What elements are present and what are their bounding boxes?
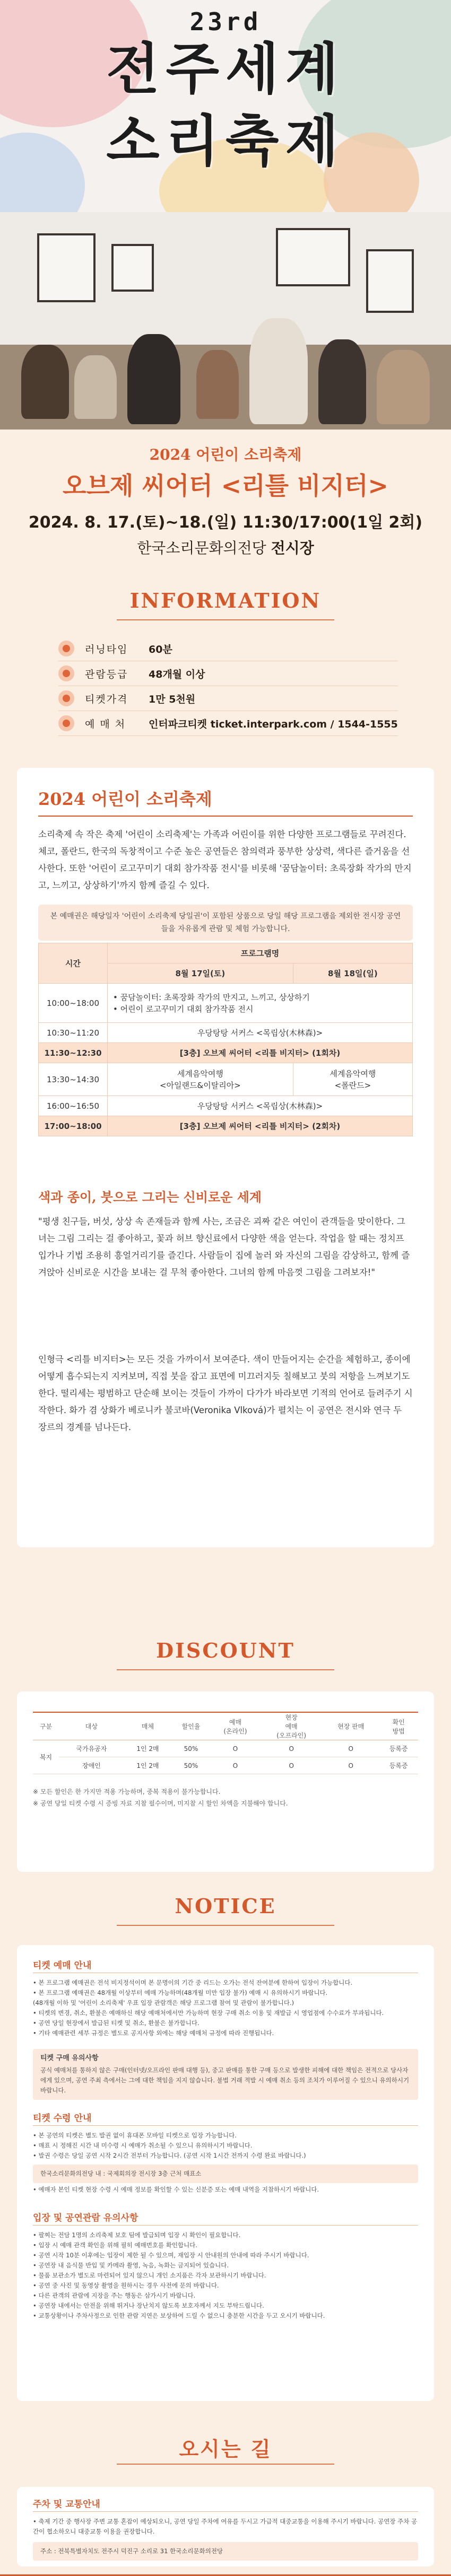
festival-title: 2024 어린이 소리축제 (38, 789, 212, 809)
schedule-table (38, 943, 413, 1136)
schedule-header-day1: 8월 17일(토) (108, 963, 293, 984)
info-value: 48개월 이상 (149, 668, 205, 680)
table-row: 17:00~18:00 [3층] 오브제 씨어터 <리틀 비지터> (2회차) (39, 1116, 413, 1136)
info-label: 러닝타임 (85, 643, 128, 655)
divider (117, 2464, 334, 2465)
information-heading: INFORMATION (129, 589, 322, 612)
schedule-header-day2: 8월 18일(일) (293, 963, 412, 984)
info-row-price (58, 686, 398, 711)
notice-section-title: 입장 및 공연관람 유의사항 (33, 2213, 138, 2223)
program-subtitle: 2024 어린이 소리축제 (149, 446, 302, 463)
info-label: 예 매 처 (85, 718, 126, 730)
festival-intro: 소리축제 속 작은 축제 '어린이 소리축제'는 가족과 어린이를 위한 다양한 프로그램들로 꾸려진다. 체코, 폴란드, 한국의 독창적이고 수준 높은 공연들은 참의력과 풍부한 상상력, 색다른 즐거움을 선사한다. 또한 '어린이 로고꾸미기 대회 참가작품 전시'를 비롯해 '꿈담놀이터: 초록장화 작가의 만지고, 느끼고, 상상하기'까지 함께 즐길 수 있다. (38, 829, 412, 890)
divider (38, 816, 413, 817)
description-paragraph: 인형극 <리틀 비지터>는 모든 것을 가까이서 보여준다. 색이 만들어지는 순간을 체험하고, 종이에 어떻게 흡수되는지 지켜보며, 직접 붓을 잡고 표면에 미끄러지듯 칠해보고 붓의 저항을 느껴보기도 한다. 떨리세는 평범하고 단순해 보이는 것들이 가까이 다가가 바라보면 기적의 언어로 들려주기 시작한다. 화가 겸 상화가 베로니카 불코바(Veronika Vlková)가 펼치는 이 공연은 전시와 연극 두 장르의 경계를 넘나든다. (38, 1354, 413, 1432)
directions-text: • 축제 기간 중 행사장 주변 교통 혼잡이 예상되오니, 공연 당일 주차에 여유를 두시고 가급적 대중교통을 이용해 주시기 바랍니다. 공연장 주차 공간이 협소하오니 대중교통 이용을 권장합니다. (33, 2518, 418, 2535)
table-row: 11:30~12:30 [3층] 오브제 씨어터 <리틀 비지터> (1회차) (39, 1043, 413, 1063)
info-label: 티켓가격 (85, 693, 128, 705)
notice-box: 티켓 구매 유의사항 공식 예매처를 통하지 않은 구매(인터넷/오프라인 판매 대행 등), 중고 판매를 통한 구매 등으로 발생한 피해에 대한 책임은 전적으로 당사자에게 있으며, 공연 주최 측에서는 그에 대한 책임을 지지 않습니다. 불법 거래 적발 시 예매 취소 등의 조치가 이루어질 수 있으니 유의하시기 바랍니다. (33, 2049, 418, 2100)
table-row: 13:30~14:30 세계음악여행 <아일랜드&이탈리아> 세계음악여행 <폴란드> (39, 1063, 413, 1096)
info-row-booking (58, 711, 398, 736)
info-value: 1만 5천원 (149, 693, 196, 705)
table-row: 16:00~16:50 우당탕탕 서커스 <목립상(木林森)> (39, 1096, 413, 1116)
address-box: 주소 : 전북특별자치도 전주시 덕진구 소리로 31 한국소리문화의전당 (33, 2542, 418, 2561)
notice-card (17, 1945, 434, 2401)
directions-heading: 오시는 길 (179, 2437, 272, 2461)
notice-section-title: 티켓 예매 안내 (33, 1960, 92, 1971)
notice-text: • 예매자 본인 티켓 현장 수령 시 예매 정보를 확인할 수 있는 신분증 또는 예매 내역을 지참하시기 바랍니다. (33, 2186, 319, 2193)
performance-photo (0, 212, 451, 430)
program-date: 2024. 8. 17.(토)~18.(일) 11:30/17:00(1일 2회) (28, 513, 423, 532)
hero-banner (0, 0, 451, 212)
notice-text: • 팔찌는 전담 1명의 소리축제 보호 팀에 발급되며 입장 시 확인이 필요합니다. • 입장 시 예매 관객 확인을 위해 필히 예매번호를 확인합니다. • 공연 시작 10분 이후에는 입장이 제한 될 수 있으며, 재입장 시 안내원의 안내에 따라 주시기 바랍니다. • 공연장 내 음식물 반입 및 카메라 촬영, 녹음, 녹화는 금지되어 있습니다. • 물품 보관소가 별도로 마련되어 있지 않으니 개인 소지품은 각자 보관하시기 바랍니다. • 공연 중 사진 및 동영상 촬영을 원하시는 경우 사전에 문의 바랍니다. • 다른 관객의 관람에 지장을 주는 행동은 삼가시기 바랍니다. • 공연장 내에서는 안전을 위해 뛰거나 장난치지 않도록 보호자께서 지도 부탁드립니다. • 교통상황이나 주차사정으로 인한 관람 지연은 보상하여 드릴 수 없으니 충분한 시간을 두고 오시기 바랍니다. (33, 2231, 325, 2319)
discount-heading: DISCOUNT (156, 1639, 295, 1662)
bullet-icon (58, 641, 74, 656)
info-label: 관람등급 (85, 668, 128, 680)
discount-table: 구분 대상 매체 할인율 예매 (온라인) 현장 예매 (오프라인) 현장 판매 확인 방법 복지 국가유공자 1인 2매 50% O O O 등록증 장애인 1인 2매 50% O O O 등록증 (33, 1712, 418, 1774)
bullet-icon (58, 715, 74, 731)
notice-box: 한국소리문화의전당 내 : 국제회의장 전시장 3층 근처 매표소 (33, 2165, 418, 2183)
directions-section-title: 주차 및 교통안내 (33, 2499, 100, 2510)
program-venue: 한국소리문화의전당 전시장 (137, 539, 314, 557)
bullet-icon (58, 690, 74, 706)
divider (117, 1925, 334, 1926)
divider (117, 1669, 334, 1670)
directions-card (17, 2487, 434, 2566)
table-row: 10:30~11:20 우당탕탕 서커스 <목립상(木林森)> (39, 1023, 413, 1043)
table-row: 장애인 1인 2매 50% O O O 등록증 (33, 1757, 418, 1774)
info-row-runtime (58, 636, 398, 661)
notice-heading: NOTICE (175, 1894, 276, 1918)
info-value: 60분 (149, 643, 172, 655)
divider (117, 619, 334, 620)
info-list (58, 636, 398, 736)
notice-text: • 본 공연의 티켓은 별도 발권 없이 휴대폰 모바일 티켓으로 입장 가능합니다. • 매표 시 정해진 시간 내 미수령 시 예매가 취소될 수 있으니 유의하시기 바랍니다. • 발권 수령은 당일 공연 시작 2시간 전부터 가능합니다. (공연 시작 1시간 전까지 수령 완료 바랍니다.) (33, 2132, 306, 2159)
schedule-header-program: 프로그램명 (108, 943, 413, 963)
table-row: 복지 국가유공자 1인 2매 50% O O O 등록증 (33, 1740, 418, 1757)
booking-link[interactable]: 인터파크티켓 ticket.interpark.com / 1544-1555 (149, 718, 398, 730)
info-row-rating (58, 661, 398, 686)
festival-edition: 23rd (189, 7, 262, 36)
discount-note: ※ 모든 할인은 한 가지만 적용 가능하며, 중복 적용이 불가능합니다. (33, 1788, 221, 1795)
program-title: 오브제 씨어터 <리틀 비지터> (63, 471, 388, 500)
festival-title-line2: 소리축제 (106, 109, 345, 173)
divider (33, 2125, 418, 2126)
discount-card (17, 1692, 434, 1872)
festival-title-line1: 전주세계 (106, 37, 345, 101)
ticket-note: 본 예매권은 해당일자 '어린이 소리축제 당일권'이 포함된 상품으로 당일 해당 프로그램을 제외한 전시장 공연들을 자유롭게 관람 및 체험 가능합니다. (38, 905, 413, 941)
discount-note: ※ 공연 당일 티켓 수령 시 증빙 자료 지참 필수이며, 미지참 시 할인 차액을 지불해야 합니다. (33, 1800, 288, 1807)
schedule-header-time: 시간 (39, 943, 108, 984)
notice-text: • 본 프로그램 예매권은 전석 비지정석이며 본 문명이의 기간 중 리드는 오가는 전석 잔여분에 한하여 입장이 가능합니다. • 본 프로그램 예매권은 48개월 이상부터 예매 가능하며(48개월 미만 입장 불가) 예매 시 유의하시기 바랍니다. (48개월 이하 및 '어린이 소리축제' 우표 입장 관람객은 해당 프로그램 참여 및 관람이 불가합니다.) • 티켓의 변경, 취소, 환불은 예매하신 해당 예매처에서만 가능하며 현장 구매 취소 이용 및 재발급 시 영업점에 수수료가 부과됩니다. • 공연 당일 현장에서 발급된 티켓 및 취소, 환불은 불가합니다. • 기타 예매관련 세부 규정은 별도로 공지사항 외에는 해당 예매처 규정에 따라 진행됩니다. (33, 1979, 384, 2037)
description-paragraph: "평생 친구들, 버섯, 상상 속 존재들과 함께 사는, 조금은 괴짜 같은 여인이 관객들을 맞이한다. 그녀는 그림 그리는 걸 좋아하고, 꽃과 허브 향신료에서 다양한 색을 얻는다. 작업을 할 때는 정치프 입가나 기법 조용히 흥얼거리기를 즐긴다. 사람들이 집에 놀러 와 자신의 그림을 감상하고, 함께 즐겨앉아 신비로운 시간을 보내는 걸 무척 좋아한다. 그녀의 함께 마음껏 그림을 그려보자!" (38, 1216, 410, 1277)
divider (33, 2511, 418, 2512)
notice-section-title: 티켓 수령 안내 (33, 2113, 92, 2124)
description-heading: 색과 종이, 붓으로 그리는 신비로운 세계 (38, 1189, 262, 1205)
festival-card (17, 768, 434, 1547)
table-row: 10:00~18:00 • 꿈담놀이터: 초록장화 작가의 만지고, 느끼고, 상상하기 • 어린이 로고꾸미기 대회 참가작품 전시 (39, 984, 413, 1023)
bullet-icon (58, 665, 74, 681)
